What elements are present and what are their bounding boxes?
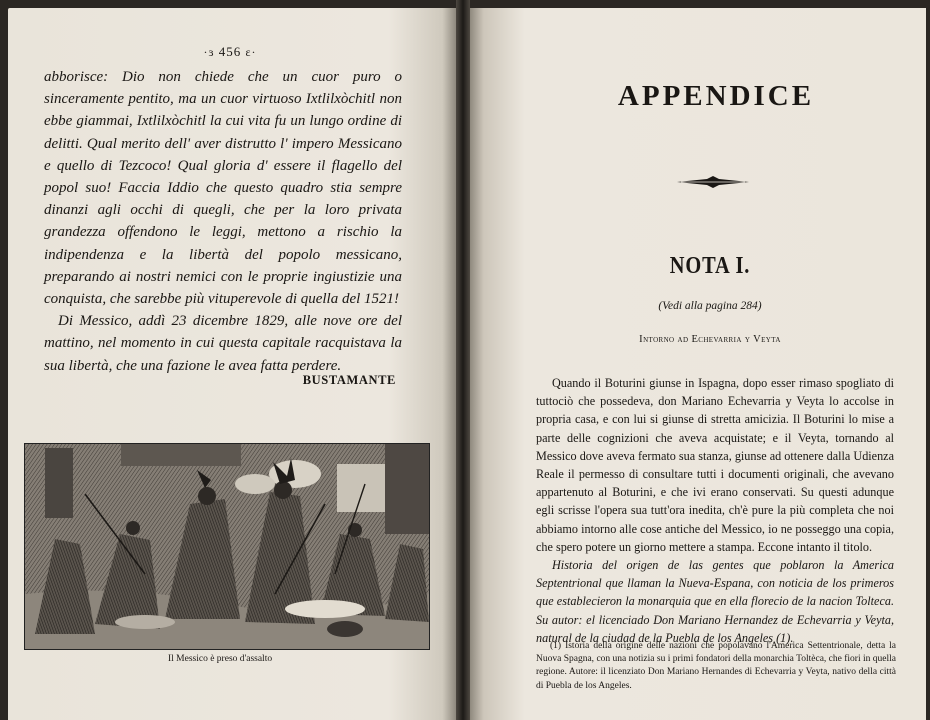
author-signature: BUSTAMANTE <box>302 373 396 387</box>
left-page-body <box>44 66 402 377</box>
divider-ornament-icon <box>677 176 749 188</box>
illustration-caption: Il Messico è preso d'assalto <box>168 654 273 664</box>
page-reference: (Vedi alla pagina 284) <box>658 300 762 312</box>
note-title: NOTA I. <box>669 253 751 279</box>
page-number-ornament-left-icon: ·ɜ <box>203 45 215 59</box>
right-paragraph: Quando il Boturini giunse in Ispagna, dopo esser rimaso spogliato di tuttociò che possedeva, don Mariano Echevarria y Veyta lo accolse in propria casa, e con lui si giunse di stretta amicizia. Il Boturini lo mise a parte delle cognizioni che aveva acquistate; e il Veyta, tornando al Messico dove aveva fermato sua stanza, giunse ad ottenere dalla Udienza Reale il permesso di consultare tutti i documenti originali, che avevano appartenuto al Boturini, e che ivi erano conservati. Su questi adunque egli scrisse l'opera sua tutt'ora inedita, ch'è pure la più completa che noi abbiamo intorno alle cose antiche del Messico, io ne posseggo una copia, che spero potere un giorno mettere a stampa. Eccone intanto il titolo. <box>536 376 894 554</box>
page-number-ornament-right-icon: ɛ· <box>245 45 257 59</box>
note-subject: Intorno ad Echevarria y Veyta <box>639 334 781 345</box>
battle-engraving-illustration <box>24 443 430 650</box>
appendix-title: APPENDICE <box>617 80 815 112</box>
left-paragraph: Di Messico, addì 23 dicembre 1829, alle nove ore del mattino, nel momento in cui questa capitale racquistava la sua libertà, che una fazione le avea fatta perdere. <box>44 313 402 374</box>
left-paragraph: abborisce: Dio non chiede che un cuor puro o sinceramente pentito, ma un cuor virtuoso Ixtlilxòchitl non ebbe giammai, Ixtlilxòchitl la cui vita fu un lungo ordine di delitti. Qual merito dell' aver distrutto l' impero Messicano e quello di Tezcoco! Qual gloria d' essere il flagello del popol suo! Faccia Iddio che questo quadro stia sempre dinanzi agli occhi di quegli, che per la loro privata grandezza offendono le leggi, mettono a rischio la indipendenza e la libertà del popolo messicano, preparando ai nostri nemici con le proprie ingiustizie una conquista, che sarebbe più vituperevole di quella del 1521! <box>44 69 402 308</box>
book-gutter <box>456 0 470 720</box>
right-page-body <box>536 374 894 647</box>
footnote: (1) Istoria della origine delle nazioni che popolavano l'America Settentrionale, detta la Nuova Spagna, con una notizia su i primi fondatori della monarchia Toltèca, che fiori in quella regione. Autore: il licenziato Don Mariano Hernandes di Echevarria y Veyta, nativo della città di Puebla de los Angeles. <box>536 641 896 691</box>
page-number: ·ɜ 456 ɛ· <box>203 44 257 59</box>
spanish-work-title: Historia del origen de las gentes que poblaron la America Septentrional que llaman la Nueva-Espana, con noticia de los primeros que establecieron la monarquia que en ella florecio de la nacion Tolteca. Su autor: el licenciado Don Mariano Hernandez de Echevarria y Veyta, natural de la ciudad de la Puebla de los Angeles (1). <box>536 558 894 645</box>
